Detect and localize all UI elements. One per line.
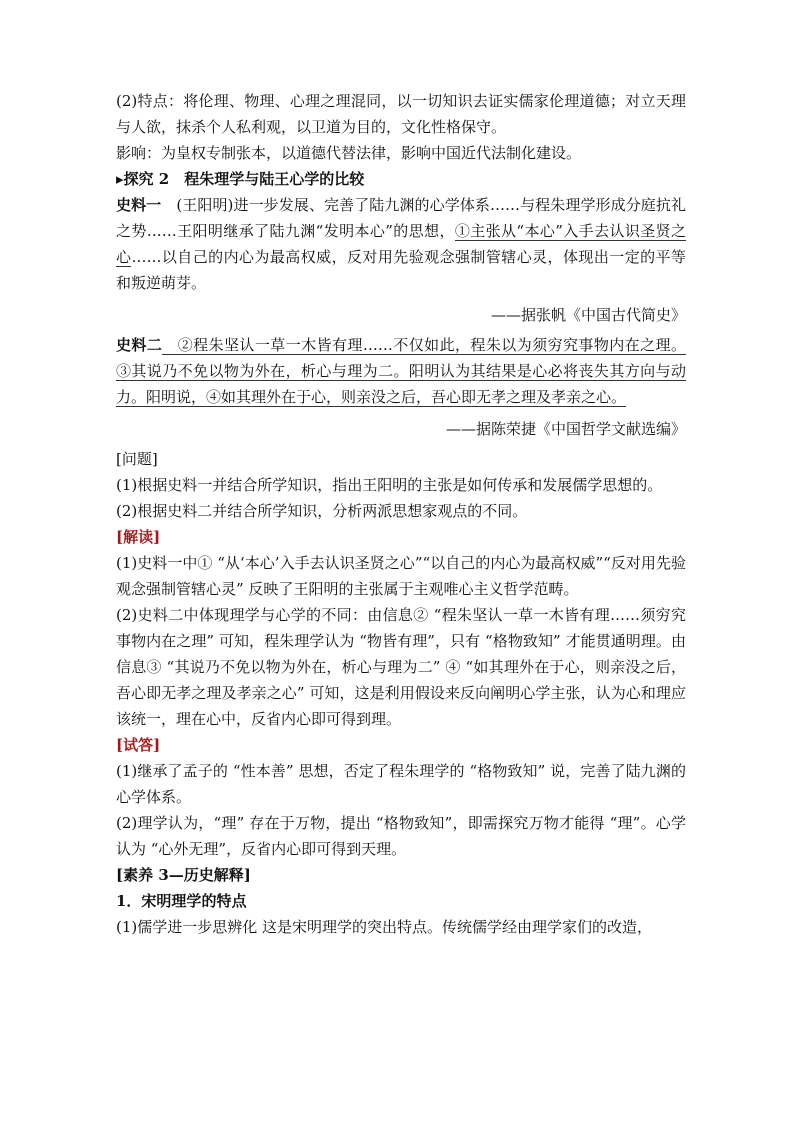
literacy-label: [素养 3—历史解释]	[116, 866, 251, 884]
source-1-text-b: ……以自己的内心为最高权威，反对用先验观念强制管辖心灵，体现出一定的平等和叛逆萌芽。	[116, 248, 686, 292]
source-1-text-a: (王阳明)进一步发展、完善了陆九渊的心学体系……与程朱理学形成分庭抗礼之势……王阳明继承了陆九渊“发明本心”的思想，	[116, 196, 686, 240]
interpretation-2: (2)史料二中体现理学与心学的不同：由信息② “程朱坚认一草一木皆有理……须穷究事物内在之理” 可知，程朱理学认为 “物皆有理”，只有 “格物致知” 才能贯通明理。由信息③ “其说乃不免以物为外在，析心与理为二” ④ “如其理外在于心，则亲没之后，吾心即无孝之理及孝亲之心” 可知，这是利用假设来反向阐明心学主张，认为心和理应该统一，理在心中，反省内心即可得到理。	[116, 606, 686, 728]
section-heading-1: 1．宋明理学的特点	[116, 892, 247, 910]
characteristics-paragraph: (2)特点：将伦理、物理、心理之理混同，以一切知识去证实儒家伦理道德；对立天理与人欲，抹杀个人私利观，以卫道为目的，文化性格保守。	[116, 92, 686, 136]
source-material-1	[116, 192, 686, 296]
source-material-2	[116, 332, 686, 410]
interpretation-label: [解读]	[116, 528, 161, 546]
question-2: (2)根据史料二并结合所学知识，分析两派思想家观点的不同。	[116, 502, 528, 520]
answer-1: (1)继承了孟子的 “性本善” 思想，否定了程朱理学的 “格物致知” 说，完善了陆九渊的心学体系。	[116, 762, 686, 806]
interpretation-1: (1)史料一中① “从‘本心’入手去认识圣贤之心”“以自己的内心为最高权威”“反对用先验观念强制管辖心灵” 反映了王阳明的主张属于主观唯心主义哲学范畴。	[116, 554, 686, 598]
influence-paragraph: 影响：为皇权专制张本，以道德代替法律，影响中国近代法制化建设。	[116, 144, 582, 162]
source-1-underlined: ①主张从“本心”入手去认识圣贤之心	[116, 222, 687, 266]
last-paragraph: (1)儒学进一步思辨化 这是宋明理学的突出特点。传统儒学经由理学家们的改造，	[116, 918, 653, 936]
answer-label: [试答]	[116, 736, 161, 754]
question-label: [问题]	[116, 450, 158, 468]
source-2-citation: ——据陈荣捷《中国哲学文献选编》	[445, 420, 686, 438]
source-2-label: 史料二	[116, 336, 163, 354]
answer-2: (2)理学认为，“理” 存在于万物，提出 “格物致知”，即需探究万物才能得 “理”。心学认为 “心外无理”，反省内心即可得到天理。	[116, 814, 686, 858]
document-page	[116, 88, 686, 940]
source-2-underlined: ②程朱坚认一草一木皆有理……不仅如此，程朱以为须穷究事物内在之理。③其说乃不免以物为外在，析心与理为二。阳明认为其结果是心必将丧失其方向与动力。阳明说，④如其理外在于心，则亲没之后，吾心即无孝之理及孝亲之心。	[116, 336, 686, 406]
source-1-citation: ——据张帆《中国古代简史》	[490, 306, 686, 324]
explore-2-heading: ▸探究 2 程朱理学与陆王心学的比较	[116, 170, 365, 188]
source-1-label: 史料一	[116, 196, 162, 214]
question-1: (1)根据史料一并结合所学知识，指出王阳明的主张是如何传承和发展儒学思想的。	[116, 476, 663, 494]
